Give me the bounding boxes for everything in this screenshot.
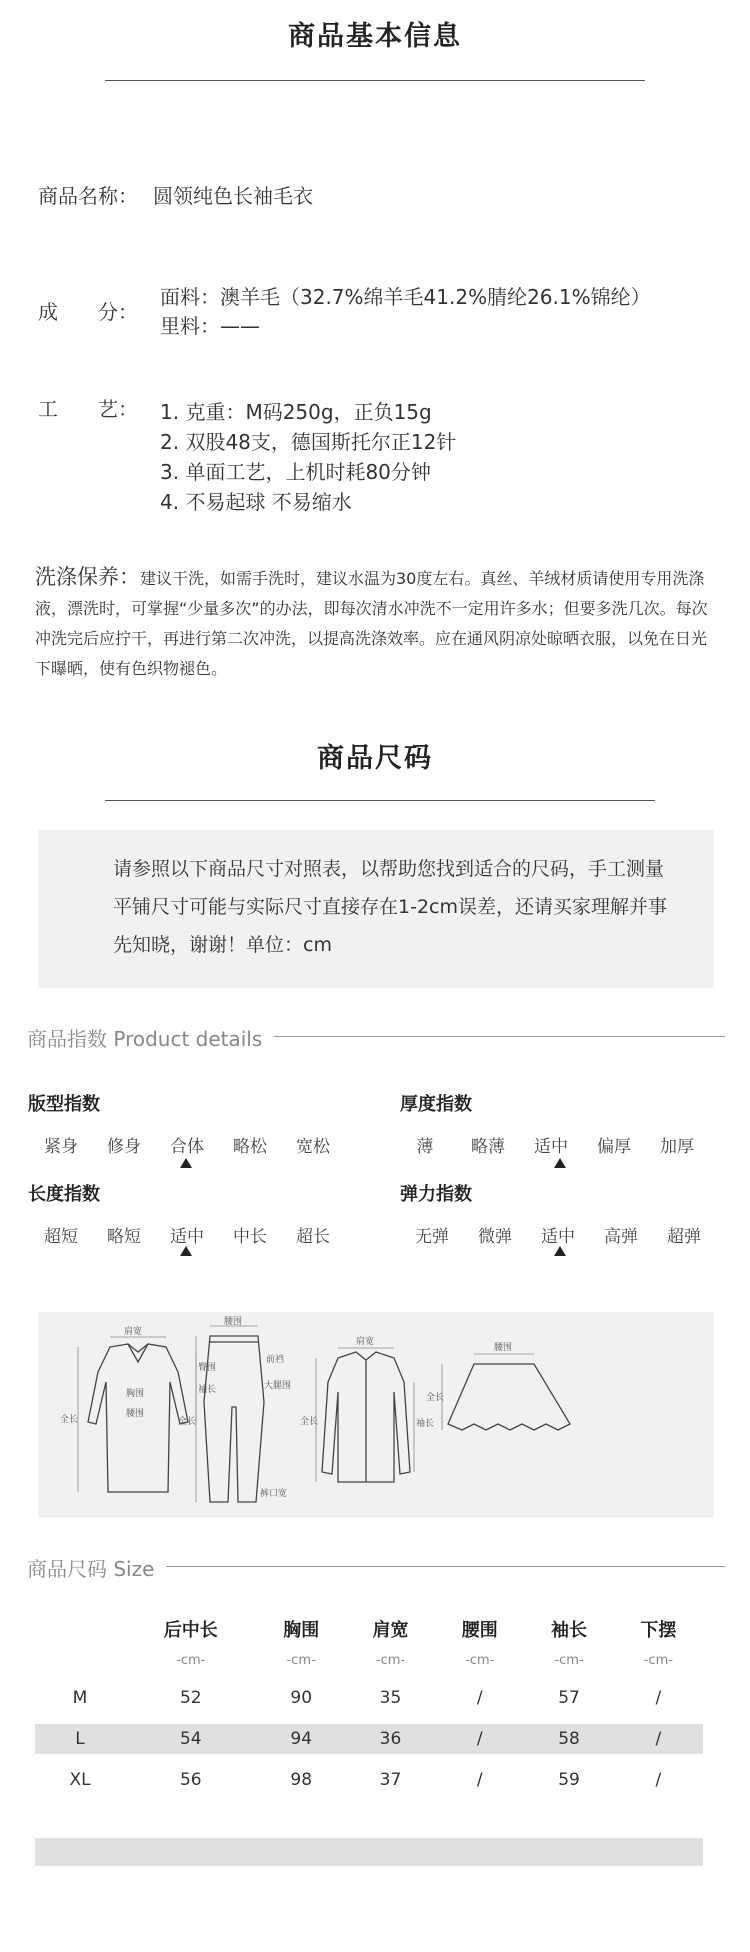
elasticity-selected-marker-icon — [554, 1246, 566, 1256]
size-value: 56 — [179, 1770, 202, 1790]
pants-thigh-label: 大腿围 — [264, 1381, 292, 1391]
details-heading: 商品指数 Product details — [27, 1023, 274, 1052]
fit-index-scale — [31, 1132, 361, 1156]
size-value: 36 — [346, 1724, 435, 1754]
size-value: 37 — [379, 1770, 402, 1790]
fit-option: 紧身 — [44, 1137, 78, 1157]
size-value: 57 — [558, 1688, 580, 1708]
lining-value: 里料：—— — [160, 314, 260, 338]
pants-waist-label: 腰围 — [224, 1317, 243, 1327]
fit-option: 略松 — [233, 1137, 267, 1157]
care-block — [35, 562, 715, 684]
care-label: 洗涤保养： — [35, 565, 140, 589]
table-row — [35, 1724, 703, 1754]
fabric-value: 面料：澳羊毛（32.7%绵羊毛41.2%腈纶26.1%锦纶） — [160, 285, 651, 309]
craft-item: 2. 双股48支，德国斯托尔正12针 — [160, 430, 457, 454]
elasticity-option: 超弹 — [667, 1227, 701, 1247]
size-table — [35, 1610, 703, 1806]
elasticity-option: 微弹 — [478, 1227, 512, 1247]
basic-info-title: 商品基本信息 — [288, 21, 462, 52]
dress-shoulder-label: 肩宽 — [124, 1327, 143, 1337]
fit-index-title: 版型指数 — [28, 1094, 100, 1115]
dress-length-label: 全长 — [60, 1415, 79, 1425]
thickness-selected-marker-icon — [554, 1158, 566, 1168]
craft-item: 1. 克重：M码250g，正负15g — [160, 400, 432, 424]
composition-label: 成 分： — [38, 300, 138, 324]
title-divider — [105, 80, 645, 81]
col-header: 肩宽 — [372, 1620, 409, 1641]
size-value: 35 — [379, 1688, 402, 1708]
size-value: / — [614, 1724, 703, 1754]
measurement-diagram — [38, 1312, 714, 1518]
length-index-scale — [31, 1222, 361, 1246]
table-footer-bar — [35, 1838, 703, 1866]
unit-label: -cm- — [465, 1652, 495, 1668]
elasticity-index-title: 弹力指数 — [400, 1184, 472, 1205]
pants-diagram-icon — [196, 1326, 264, 1502]
length-option: 超长 — [296, 1227, 330, 1247]
col-header: 后中长 — [163, 1620, 218, 1641]
size-value: 54 — [125, 1724, 257, 1754]
skirt-length-label: 全长 — [426, 1393, 445, 1403]
size-value: / — [655, 1688, 662, 1708]
size-col-header-empty — [35, 1610, 125, 1648]
size-value: / — [655, 1770, 662, 1790]
thickness-index-scale — [395, 1132, 725, 1156]
unit-label: -cm- — [643, 1652, 673, 1668]
fit-option: 宽松 — [296, 1137, 330, 1157]
shirt-sleeve-label: 袖长 — [416, 1419, 435, 1429]
table-row — [35, 1754, 703, 1806]
shirt-shoulder-label: 肩宽 — [356, 1337, 375, 1347]
skirt-diagram-icon — [442, 1354, 570, 1430]
size-notice-box — [38, 830, 714, 988]
size-value: 98 — [290, 1770, 313, 1790]
col-header: 胸围 — [283, 1620, 320, 1641]
elasticity-index-scale — [402, 1222, 732, 1246]
length-option: 超短 — [44, 1227, 78, 1247]
elasticity-option: 高弹 — [604, 1227, 638, 1247]
size-title-divider — [105, 800, 655, 801]
length-selected-marker-icon — [180, 1246, 192, 1256]
unit-label: -cm- — [176, 1652, 206, 1668]
col-header: 下摆 — [640, 1620, 677, 1641]
size-value: 59 — [558, 1770, 580, 1790]
length-option: 中长 — [233, 1227, 267, 1247]
fit-option: 修身 — [107, 1137, 141, 1157]
col-header: 袖长 — [551, 1620, 588, 1641]
skirt-waist-label: 腰围 — [494, 1343, 513, 1353]
fit-option: 合体 — [170, 1137, 204, 1157]
shirt-diagram-icon — [316, 1348, 414, 1482]
size-value: 52 — [179, 1688, 202, 1708]
unit-label: -cm- — [375, 1652, 406, 1668]
thickness-index-title: 厚度指数 — [400, 1094, 472, 1115]
dress-chest-label: 胸围 — [126, 1389, 145, 1399]
size-value: 90 — [290, 1688, 313, 1708]
product-name-value: 圆领纯色长袖毛衣 — [153, 184, 313, 208]
pants-front-rise-label: 前裆 — [266, 1355, 285, 1365]
thickness-option: 薄 — [416, 1137, 434, 1157]
product-name-label: 商品名称： — [38, 184, 138, 208]
unit-label: -cm- — [286, 1652, 316, 1668]
size-value: 58 — [524, 1724, 613, 1754]
length-option: 适中 — [170, 1227, 204, 1247]
care-text: 建议干洗，如需手洗时，建议水温为30度左右。真丝、羊绒材质请使用专用洗涤液，漂洗时，可掌握“少量多次”的办法，即每次清水冲洗不一定用许多水；但要多洗几次。每次冲洗完后应拧干，再进行第二次冲洗，以提高洗涤效率。应在通风阴凉处晾晒衣服，以免在日光下曝晒，使有色织物褪色。 — [35, 569, 708, 678]
pants-hem-label: 裤口宽 — [260, 1489, 288, 1499]
shirt-length-label: 全长 — [300, 1417, 319, 1427]
elasticity-option: 适中 — [541, 1227, 575, 1247]
size-name: L — [35, 1724, 125, 1754]
craft-item: 3. 单面工艺，上机时耗80分钟 — [160, 460, 431, 484]
craft-label: 工 艺： — [38, 397, 138, 421]
dress-sleeve-label: 袖长 — [198, 1385, 217, 1395]
length-index-title: 长度指数 — [28, 1184, 100, 1205]
thickness-option: 略薄 — [471, 1137, 505, 1157]
thickness-option: 加厚 — [660, 1137, 694, 1157]
elasticity-option: 无弹 — [415, 1227, 449, 1247]
pants-length-label: 全长 — [178, 1417, 197, 1427]
size-header-row — [35, 1610, 703, 1648]
col-header: 腰围 — [461, 1620, 498, 1641]
table-row — [35, 1672, 703, 1724]
craft-item: 4. 不易起球 不易缩水 — [160, 490, 352, 514]
size-name: M — [72, 1688, 88, 1708]
fit-selected-marker-icon — [180, 1158, 192, 1168]
size-value: / — [476, 1688, 483, 1708]
unit-row — [35, 1648, 703, 1672]
length-option: 略短 — [107, 1227, 141, 1247]
size-value: 94 — [257, 1724, 346, 1754]
size-name: XL — [69, 1770, 91, 1790]
size-table-heading: 商品尺码 Size — [27, 1553, 166, 1582]
size-value: / — [476, 1770, 483, 1790]
thickness-option: 偏厚 — [597, 1137, 631, 1157]
pants-hip-label: 臀围 — [198, 1363, 217, 1373]
size-section-title: 商品尺码 — [317, 743, 433, 774]
unit-label: -cm- — [554, 1652, 584, 1668]
dress-waist-label: 腰围 — [126, 1409, 145, 1419]
size-notice-text: 请参照以下商品尺寸对照表，以帮助您找到适合的尺码，手工测量平铺尺寸可能与实际尺寸直接存在1-2cm误差，还请买家理解并事先知晓，谢谢！单位：cm — [113, 858, 667, 956]
thickness-option: 适中 — [534, 1137, 568, 1157]
size-value: / — [435, 1724, 524, 1754]
